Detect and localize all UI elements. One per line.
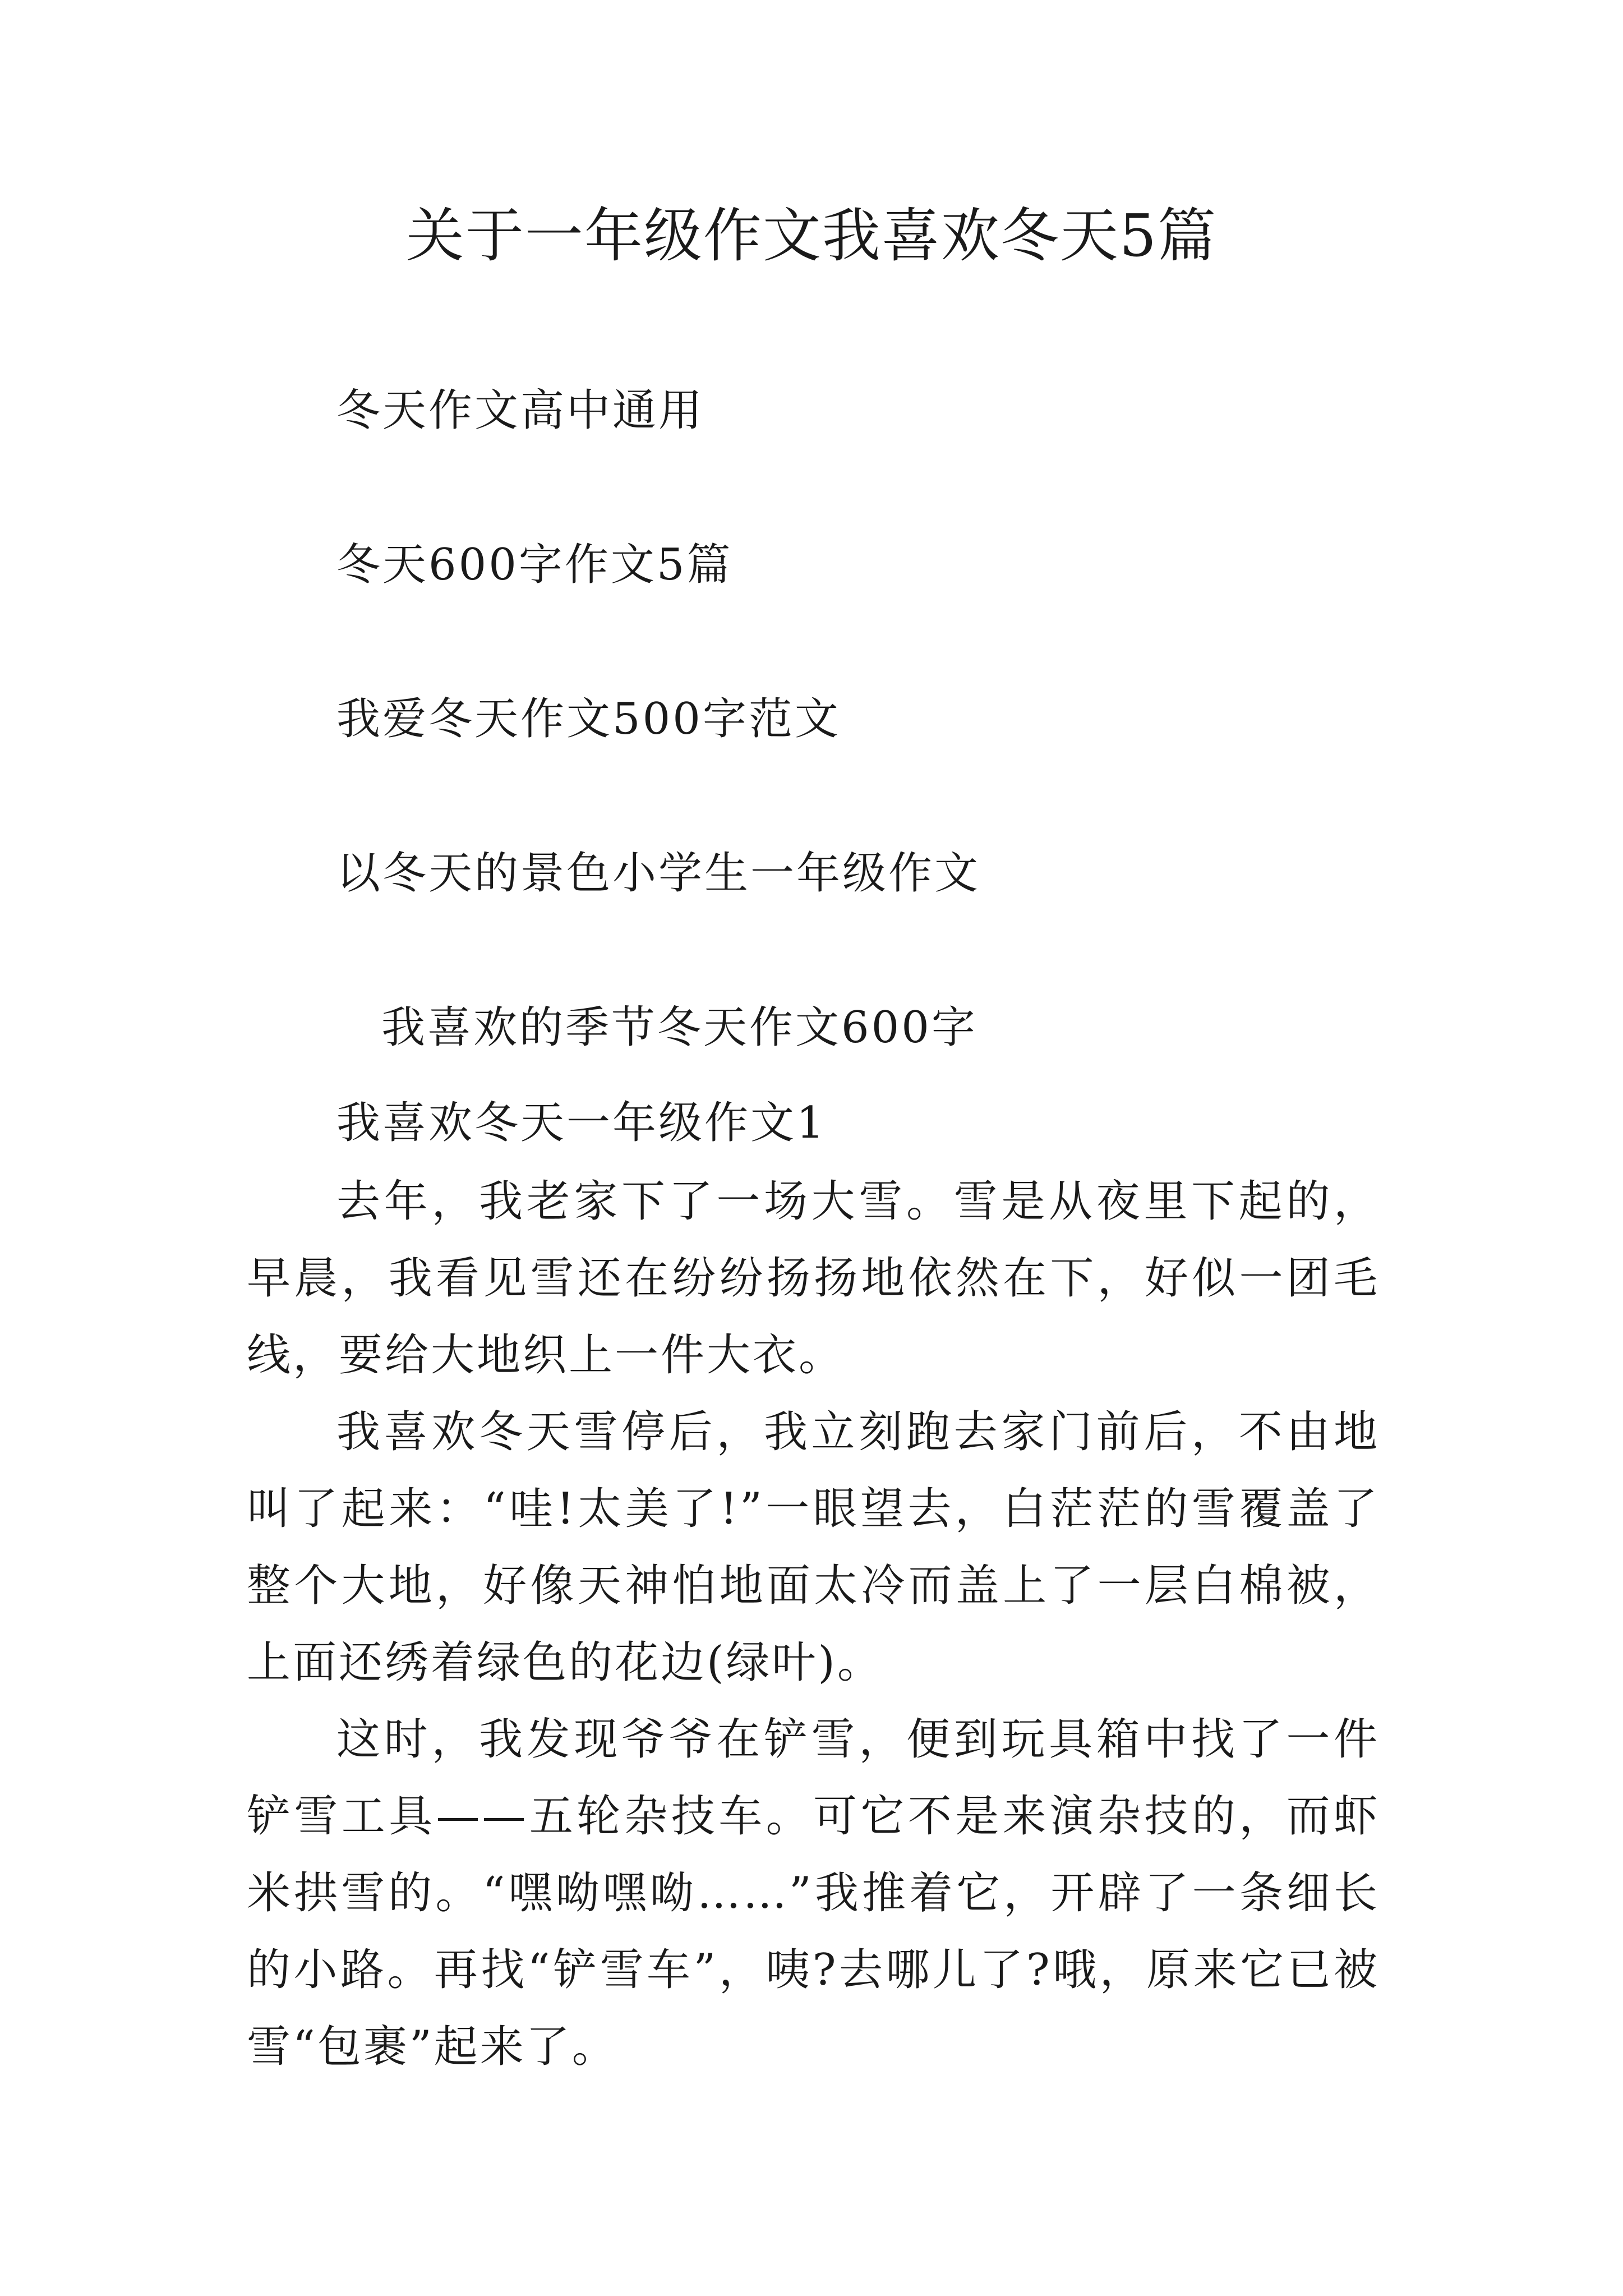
essay-heading: 我喜欢冬天一年级作文1 — [336, 1098, 827, 1148]
related-link-3[interactable]: 我爱冬天作文500字范文 — [336, 694, 841, 744]
document-title: 关于一年级作文我喜欢冬天5篇 — [405, 201, 1218, 270]
paragraph-1: 去年，我老家下了一场大雪。雪是从夜里下起的，早晨，我看见雪还在纷纷扬扬地依然在下，好似一团毛线，要给大地织上一件大衣。 — [247, 1176, 1380, 1381]
paragraph-2: 我喜欢冬天雪停后，我立刻跑去家门前后，不由地叫了起来：“哇!太美了!”一眼望去，白茫茫的雪覆盖了整个大地，好像天神怕地面太冷而盖上了一层白棉被，上面还绣着绿色的花边(绿叶)。 — [247, 1407, 1380, 1688]
essay-body — [247, 1163, 1380, 2086]
related-link-2[interactable]: 冬天600字作文5篇 — [336, 540, 733, 590]
related-link-5[interactable]: 我喜欢的季节冬天作文600字 — [381, 1002, 978, 1053]
related-link-4[interactable]: 以冬天的景色小学生一年级作文 — [336, 848, 981, 899]
related-link-1[interactable]: 冬天作文高中通用 — [336, 385, 705, 436]
paragraph-3: 这时，我发现爷爷在铲雪，便到玩具箱中找了一件铲雪工具——五轮杂技车。可它不是来演杂技的，而虾米拱雪的。“嘿呦嘿呦……”我推着它，开辟了一条细长的小路。再找“铲雪车”，咦?去哪儿了?哦，原来它已被雪“包裹”起来了。 — [247, 1714, 1380, 2072]
